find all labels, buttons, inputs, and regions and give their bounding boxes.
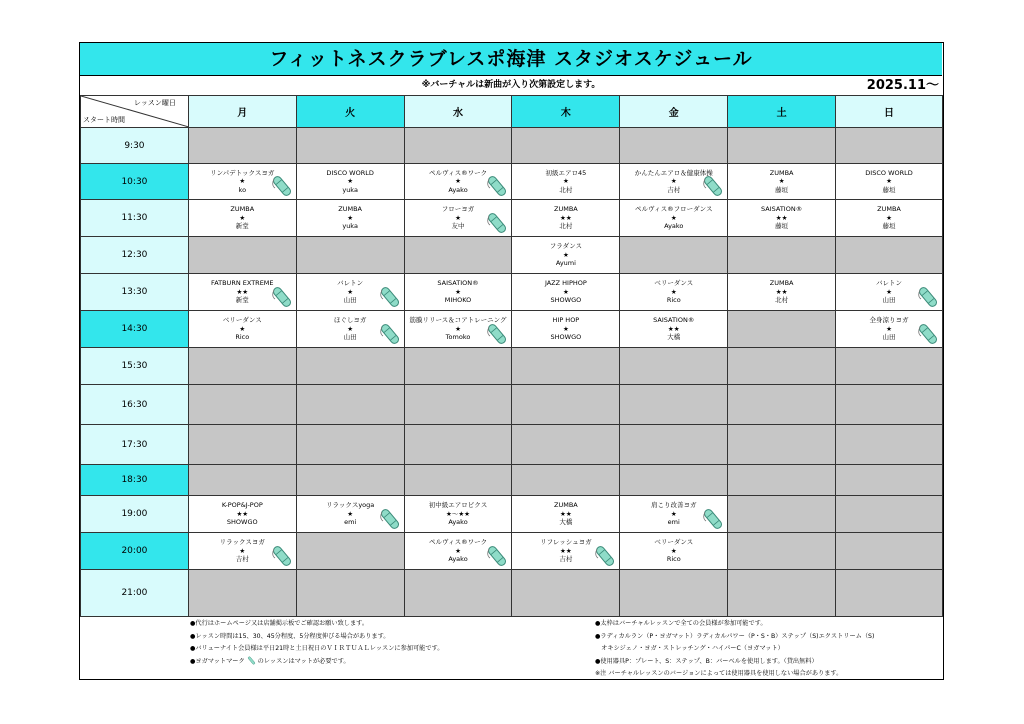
lesson-level: ★ [670,177,677,186]
lesson-level: ★ [239,324,246,333]
lesson-cell [836,164,943,200]
lesson-name: DISCO WORLD [326,168,374,177]
lesson-cell [404,311,512,348]
lesson-level: ★★ [560,213,572,222]
corner-label-time: スタート時間 [83,116,125,124]
lesson-level: ★～★★ [446,509,470,518]
start-time: 12:30 [81,237,189,274]
empty-slot [620,570,728,617]
lesson-name: リンパデトックスヨガ [210,168,275,177]
empty-slot [836,348,943,385]
yoga-mat-icon [487,323,507,345]
footer-note-mat [190,656,443,669]
lesson-name: ZUMBA [769,168,794,177]
empty-slot [728,570,836,617]
yoga-mat-icon [918,286,938,308]
time-row [81,237,943,274]
empty-slot [836,425,943,465]
empty-slot [404,348,512,385]
instructor-name: 北村 [775,296,789,305]
lesson-level: ★ [455,213,461,222]
time-row [81,128,943,164]
time-row [81,425,943,465]
lesson-cell [404,533,512,570]
lesson-level: ★★ [560,509,572,518]
time-row [81,348,943,385]
lesson-name: SAISATION® [437,279,479,288]
instructor-name: yuka [342,185,358,194]
start-time: 14:30 [81,311,189,348]
lesson-cell [296,311,404,348]
empty-slot [296,425,404,465]
instructor-name: 藤垣 [882,185,896,194]
schedule-body [81,128,943,617]
instructor-name: emi [667,518,680,527]
instructor-name: 藤垣 [775,185,789,194]
lesson-name: ZUMBA [230,205,255,214]
corner-label-day: レッスン曜日 [133,99,176,107]
instructor-name: Rico [235,333,250,342]
empty-slot [188,570,296,617]
lesson-level: ★ [455,546,461,555]
empty-slot [296,385,404,425]
time-row [81,570,943,617]
lesson-name: ペルヴィス®ワーク [428,168,488,177]
lesson-cell [728,200,836,237]
empty-slot [620,425,728,465]
lesson-cell [512,200,620,237]
footer-note: のレッスンはマットが必要です。 [257,657,350,665]
instructor-name: Ayako [448,555,468,564]
footer-note: ●太枠はバーチャルレッスンで全ての会員様が参加可能です。 [595,620,767,627]
instructor-name: Tomoko [445,333,471,342]
empty-slot [836,465,943,496]
lesson-level: ★ [562,324,569,333]
instructor-name: Ayako [448,518,468,527]
time-row [81,533,943,570]
lesson-level: ★ [455,177,461,186]
instructor-name: Rico [666,296,681,305]
empty-slot [728,237,836,274]
lesson-name: 肩こり改善ヨガ [651,501,697,510]
empty-slot [188,128,296,164]
empty-slot [836,533,943,570]
lesson-cell [728,164,836,200]
day-sun: 日 [836,96,943,128]
footer-notes-right [595,618,874,681]
yoga-mat-icon [272,286,292,308]
lesson-name: JAZZ HIPHOP [544,279,587,288]
corner-cell [81,96,189,128]
empty-slot [296,465,404,496]
lesson-cell [620,274,728,311]
lesson-cell [188,164,296,200]
instructor-name: 大橋 [667,333,681,342]
day-header-row [81,96,943,128]
time-row [81,465,943,496]
lesson-name: DISCO WORLD [865,168,913,177]
lesson-name: フラダンス [549,242,583,251]
lesson-cell [836,311,943,348]
empty-slot [728,311,836,348]
empty-slot [836,496,943,533]
lesson-cell [620,311,728,348]
lesson-name: SAISATION® [653,316,695,325]
lesson-level: ★ [239,213,246,222]
empty-slot [728,533,836,570]
lesson-cell [296,274,404,311]
lesson-name: リラックスyoga [326,501,375,510]
empty-slot [512,570,620,617]
start-time: 18:30 [81,465,189,496]
lesson-level: ★ [562,287,569,296]
instructor-name: 北村 [559,185,573,194]
empty-slot [512,348,620,385]
lesson-name: ZUMBA [554,205,578,214]
lesson-level: ★★ [667,324,680,333]
yoga-mat-icon [703,508,723,530]
lesson-cell [512,311,620,348]
footer-notes [190,618,940,678]
footer-note: ●ヨガマットマーク [190,657,245,665]
lesson-cell [836,200,943,237]
empty-slot [620,237,728,274]
lesson-level: ★ [778,177,785,186]
instructor-name: MIHOKO [444,296,472,305]
footer-notes-left [190,618,443,668]
empty-slot [404,128,512,164]
lesson-level: ★ [562,250,569,259]
empty-slot [836,237,943,274]
lesson-level: ★★ [775,213,788,222]
lesson-name: ペルヴィス®ワーク [428,538,488,547]
yoga-mat-icon [595,545,615,567]
instructor-name: 友中 [451,222,465,231]
lesson-cell [404,200,512,237]
lesson-level: ★ [455,324,461,333]
instructor-name: 吉村 [667,185,681,194]
footer-note: ●バリューナイト会員様は平日21時と土日祝日のＶＩＲＴＵＡＬレッスンに参加可能です。 [190,645,444,652]
instructor-name: 吉村 [559,555,573,564]
empty-slot [404,425,512,465]
day-sat: 土 [728,96,836,128]
lesson-name: リラックスヨガ [219,538,265,547]
lesson-name: 全身涼りヨガ [869,316,909,325]
lesson-level: ★ [886,213,892,222]
lesson-name: ZUMBA [877,205,901,214]
lesson-name: ZUMBA [769,279,794,288]
empty-slot [620,465,728,496]
lesson-cell [188,496,296,533]
lesson-name: 初中級エアロビクス [428,501,488,510]
schedule-sheet [79,42,944,680]
lesson-name: ペルヴィス®フローダンス [635,205,713,214]
lesson-cell [512,164,620,200]
lesson-level: ★ [886,324,892,333]
empty-slot [188,237,296,274]
empty-slot [728,496,836,533]
lesson-level: ★ [886,177,892,186]
lesson-cell [620,496,728,533]
day-tue: 火 [296,96,404,128]
lesson-level: ★ [347,509,354,518]
instructor-name: yuka [342,222,358,231]
lesson-name: かんたんエアロ＆健康体操 [634,168,713,177]
lesson-level: ★ [670,213,677,222]
day-thu: 木 [512,96,620,128]
lesson-level: ★★ [236,287,249,296]
empty-slot [188,425,296,465]
yoga-mat-icon [380,323,400,345]
empty-slot [296,570,404,617]
lesson-level: ★ [347,324,354,333]
lesson-cell [512,237,620,274]
lesson-level: ★ [239,177,246,186]
footer-note: ●レッスン時間は15、30、45分程度、5分程度伸びる場合があります。 [190,632,390,640]
instructor-name: emi [344,518,357,527]
time-row [81,274,943,311]
yoga-mat-icon [380,508,400,530]
start-time: 20:00 [81,533,189,570]
yoga-mat-icon [380,286,400,308]
lesson-cell [404,274,512,311]
empty-slot [512,425,620,465]
lesson-name: ベリーダンス [654,279,694,288]
empty-slot [620,348,728,385]
lesson-cell [296,200,404,237]
start-time: 9:30 [81,128,189,164]
lesson-name: SAISATION® [761,205,803,214]
lesson-cell [512,533,620,570]
yoga-mat-icon [487,545,507,567]
empty-slot [512,128,620,164]
footer-note: オキシジェノ・ヨガ・ストレッチング・ハイパーC（ヨガマット） [595,645,784,652]
footer-note: ●ラディカルラン（P・ヨガマット）ラディカルパワー（P・S・B）ステップ（S)エクストリーム（S) [595,632,875,640]
yoga-mat-icon [487,212,507,234]
yoga-mat-icon [487,175,507,197]
lesson-cell [296,164,404,200]
footer-note: ●使用器具P：プレート、S：ステップ、B：バーベルを使用します。（貸出無料） [595,657,818,665]
day-fri: 金 [620,96,728,128]
lesson-name: バレトン [876,279,903,288]
footer-note: ●代行はホームページ又は店舗掲示板でご確認お願い致します。 [190,620,369,627]
instructor-name: SHOWGO [550,296,582,305]
lesson-cell [512,496,620,533]
yoga-mat-icon [272,175,292,197]
start-time: 17:30 [81,425,189,465]
start-time: 10:30 [81,164,189,200]
instructor-name: 山田 [882,296,896,305]
lesson-name: ベリーダンス [654,538,694,547]
lesson-level: ★ [239,546,246,555]
page-title: フィットネスクラブレスポ海津 スタジオスケジュール [80,43,942,76]
lesson-name: リフレッシュヨガ [540,538,592,547]
lesson-name: ZUMBA [554,501,578,510]
instructor-name: Ayumi [555,259,576,268]
lesson-name: HIP HOP [552,316,580,325]
yoga-mat-icon [247,656,256,665]
lesson-level: ★ [455,287,461,296]
instructor-name: 新堂 [235,296,249,305]
day-wed: 水 [404,96,512,128]
lesson-cell [188,200,296,237]
lesson-level: ★★ [775,287,788,296]
start-time: 15:30 [81,348,189,385]
empty-slot [728,465,836,496]
lesson-cell [620,164,728,200]
lesson-level: ★ [347,213,354,222]
virtual-note: ※バーチャルは新曲が入り次第設定します。 [421,80,601,90]
lesson-cell [188,274,296,311]
lesson-level: ★★ [236,509,249,518]
start-time: 13:30 [81,274,189,311]
lesson-name: フローヨガ [441,205,475,214]
empty-slot [728,385,836,425]
instructor-name: 大橋 [559,518,573,527]
lesson-level: ★ [347,287,354,296]
instructor-name: 吉村 [235,555,249,564]
empty-slot [296,237,404,274]
lesson-cell [404,164,512,200]
lesson-name: 初級エアロ45 [545,168,587,177]
start-time: 16:30 [81,385,189,425]
empty-slot [188,465,296,496]
empty-slot [404,465,512,496]
empty-slot [296,533,404,570]
instructor-name: 新堂 [235,222,249,231]
empty-slot [404,237,512,274]
lesson-cell [296,496,404,533]
lesson-cell [512,274,620,311]
instructor-name: SHOWGO [550,333,582,342]
time-row [81,164,943,200]
empty-slot [188,348,296,385]
lesson-name: ベリーダンス [222,316,262,325]
lesson-name: K-POP&J-POP [221,501,263,510]
lesson-level: ★ [670,287,677,296]
start-time: 21:00 [81,570,189,617]
instructor-name: Rico [666,555,681,564]
empty-slot [512,385,620,425]
empty-slot [728,128,836,164]
lesson-level: ★ [886,287,892,296]
empty-slot [836,570,943,617]
time-row [81,311,943,348]
yoga-mat-icon [918,323,938,345]
instructor-name: 北村 [559,222,573,231]
lesson-name: バレトン [337,279,364,288]
lesson-name: FATBURN EXTREME [211,279,274,288]
lesson-cell [728,274,836,311]
instructor-name: Ayako [448,185,468,194]
empty-slot [512,465,620,496]
instructor-name: 山田 [343,333,357,342]
empty-slot [836,128,943,164]
day-mon: 月 [188,96,296,128]
lesson-level: ★ [670,509,677,518]
start-time: 19:00 [81,496,189,533]
schedule-table [80,95,943,617]
instructor-name: 藤垣 [775,222,789,231]
lesson-level: ★ [562,177,569,186]
empty-slot [728,348,836,385]
lesson-cell [620,200,728,237]
yoga-mat-icon [272,545,292,567]
lesson-cell [404,496,512,533]
empty-slot [620,385,728,425]
lesson-level: ★ [670,546,677,555]
empty-slot [728,425,836,465]
instructor-name: 藤垣 [882,222,896,231]
lesson-cell [188,311,296,348]
empty-slot [836,385,943,425]
time-row [81,496,943,533]
instructor-name: ko [238,185,247,194]
lesson-cell [188,533,296,570]
empty-slot [404,570,512,617]
empty-slot [404,385,512,425]
lesson-name: ほぐしヨガ [333,316,367,325]
yoga-mat-icon [703,175,723,197]
effective-date: 2025.11～ [866,78,939,93]
instructor-name: Ayako [664,222,684,231]
instructor-name: SHOWGO [226,518,258,527]
empty-slot [296,348,404,385]
start-time: 11:30 [81,200,189,237]
lesson-level: ★ [347,177,354,186]
empty-slot [188,385,296,425]
footer-note: ※注 バーチャルレッスンのバージョンによっては使用器具を使用しない場合があります。 [595,670,843,677]
empty-slot [296,128,404,164]
lesson-level: ★★ [560,546,572,555]
lesson-cell [620,533,728,570]
instructor-name: 山田 [882,333,896,342]
lesson-name: 筋膜リリース＆コアトレーニング [409,316,507,325]
lesson-name: ZUMBA [338,205,363,214]
time-row [81,200,943,237]
time-row [81,385,943,425]
empty-slot [620,128,728,164]
instructor-name: 山田 [343,296,357,305]
lesson-cell [836,274,943,311]
